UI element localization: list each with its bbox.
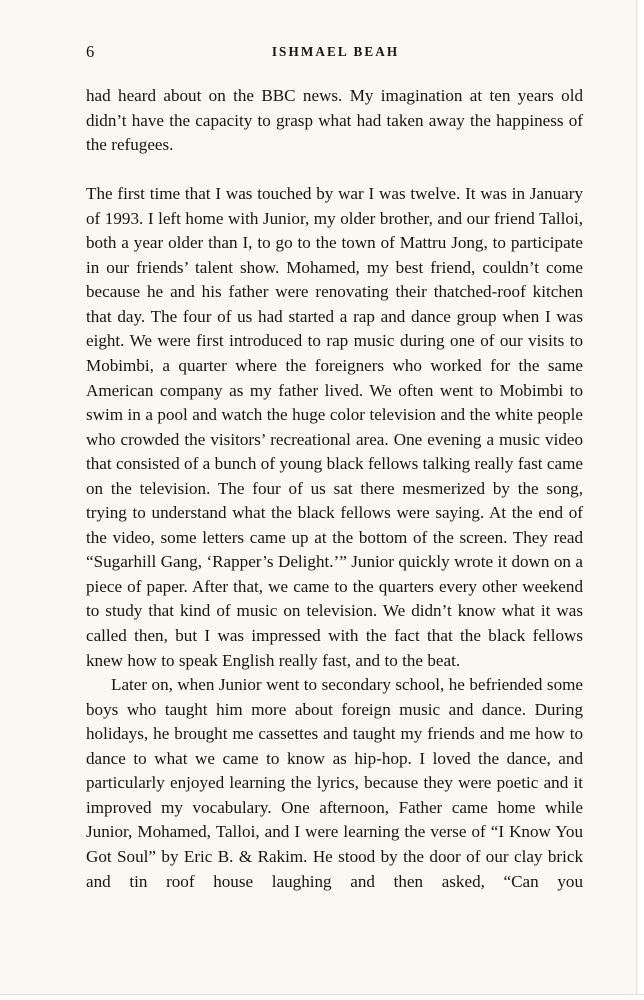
running-head-author: ISHMAEL BEAH xyxy=(271,44,400,59)
paragraph: had heard about on the BBC news. My imagination at ten years old didn’t have the capacity to grasp what had taken away the happiness of the refugees. xyxy=(86,86,583,155)
paragraph: Later on, when Junior went to secondary school, he befriended some boys who taught him more about foreign music and dance. During holidays, he brought me cassettes and taught my friends and me how to dance to what we came to know as hip-hop. I loved the dance, and particularly enjoyed learning the lyrics, because they were poetic and it improved my vocabulary. One afternoon, Father came home while Junior, Mohamed, Talloi, and I were learning the verse of “I Know You Got Soul” by Eric B. & Rakim. He stood by the door of our clay brick and tin roof house laughing and then asked, “Can you xyxy=(86,675,583,891)
paragraph: The first time that I was touched by war I was twelve. It was in January of 1993. I left home with Junior, my older brother, and our friend Talloi, both a year older than I, to go to the town of Mattru Jong, to participate in our friends’ talent show. Mohamed, my best friend, couldn’t come because he and his father were renovating their thatched-roof kitchen that day. The four of us had started a rap and dance group when I was eight. We were first introduced to rap music during one of our visits to Mobimbi, a quarter where the foreigners who worked for the same American company as my father lived. We often went to Mobimbi to swim in a pool and watch the huge color television and the white people who crowded the visitors’ recreational area. One evening a music video that consisted of a bunch of young black fellows talking really fast came on the television. The four of us sat there mesmerized by the song, trying to understand what the black fellows were saying. At the end of the video, some letters came up at the bottom of the screen. They read “Sugarhill Gang, ‘Rapper’s Delight.’” Junior quickly wrote it down on a piece of paper. After that, we came to the quarters every other weekend to study that kind of music on television. We didn’t know what it was called then, but I was impressed with the fact that the black fellows knew how to speak English really fast, and to the beat. xyxy=(86,184,583,670)
body-text-block xyxy=(86,84,583,919)
running-head xyxy=(86,42,583,62)
scan-edge-bottom xyxy=(0,994,644,1000)
scan-edge-right xyxy=(636,0,644,1000)
page-number: 6 xyxy=(86,42,95,61)
